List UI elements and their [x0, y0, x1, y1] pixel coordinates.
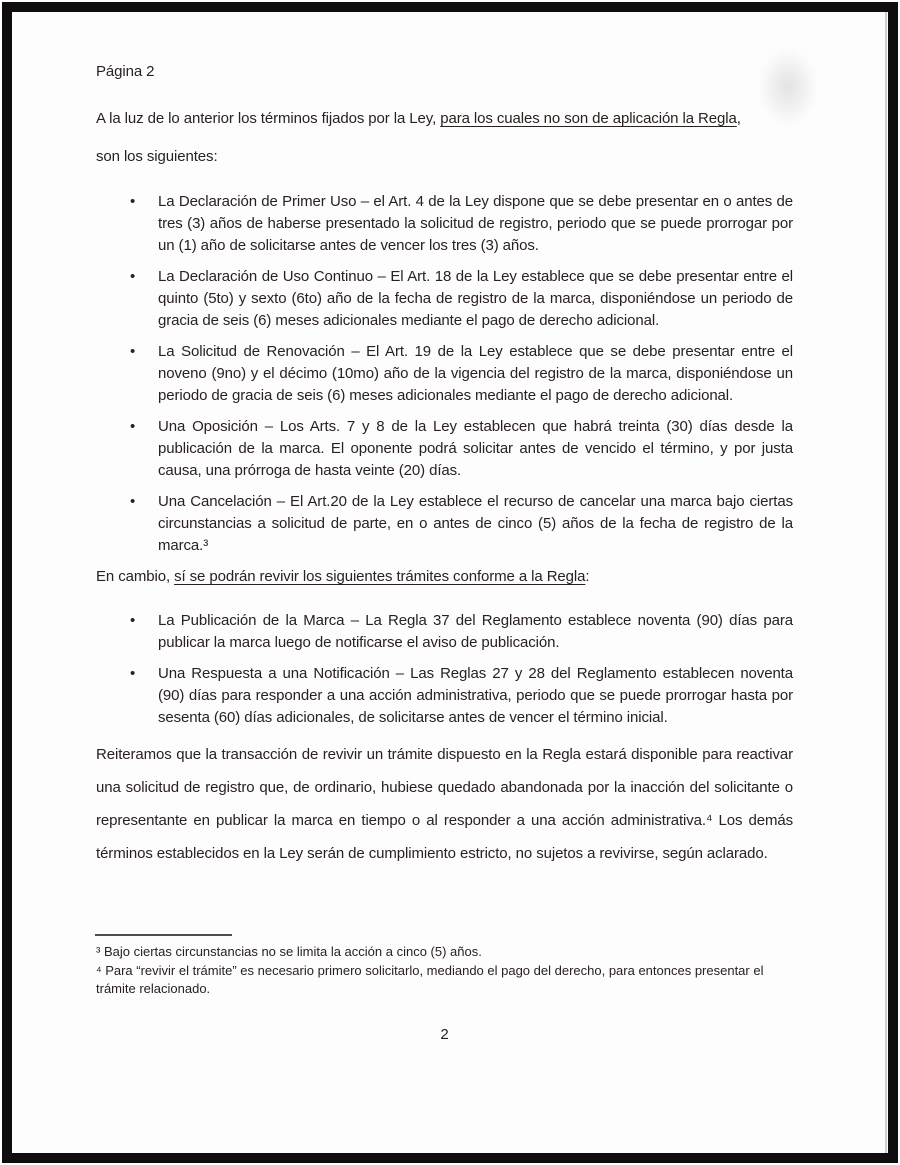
list-item — [96, 266, 793, 332]
intro-text-before: A la luz de lo anterior los términos fijados por la Ley, — [96, 110, 441, 127]
footnote-list — [96, 943, 793, 999]
list-item-text: Una Respuesta a una Notificación – Las Reglas 27 y 28 del Reglamento establecen noventa (90) días para responder a una acción administrativa, periodo que se puede prorrogar hasta por sesenta (60) días adicionales, de solicitarse antes de vencer el término inicial. — [158, 665, 793, 726]
bullet-icon: • — [130, 418, 136, 435]
list-item — [96, 341, 793, 407]
transition-underlined-phrase: sí se podrán revivir los siguientes trámites conforme a la Regla — [174, 568, 586, 585]
list-item-text: La Solicitud de Renovación – El Art. 19 de la Ley establece que se debe presentar entre el noveno (9no) y el décimo (10mo) año de la vigencia del registro de la marca, disponiéndose un periodo de gracia de seis (6) meses adicionales mediante el pago de derecho adicional. — [158, 343, 793, 404]
list-item — [96, 191, 793, 257]
list-item-text: Una Cancelación – El Art.20 de la Ley establece el recurso de cancelar una marca bajo ciertas circunstancias a solicitud de parte, en o antes de cinco (5) años de la fecha de registro de la marca.³ — [158, 493, 793, 554]
list-item-text: Una Oposición – Los Arts. 7 y 8 de la Ley establecen que habrá treinta (30) días desde la publicación de la marca. El oponente podrá solicitar antes de vencido el término, y por justa causa, una prórroga de hasta veinte (20) días. — [158, 418, 793, 479]
intro-text-after: , — [736, 110, 741, 127]
terms-revivable-list — [96, 610, 793, 729]
footnote: ³ Bajo ciertas circunstancias no se limita la acción a cinco (5) años. — [96, 944, 482, 959]
list-item — [96, 610, 793, 654]
transition-paragraph — [96, 566, 793, 588]
document-page — [2, 2, 898, 1163]
footnotes-section — [96, 934, 793, 999]
page-content — [12, 12, 888, 1153]
bullet-icon: • — [130, 493, 136, 510]
list-item-text: La Publicación de la Marca – La Regla 37 del Reglamento establece noventa (90) días para publicar la marca luego de notificarse el aviso de publicación. — [158, 612, 793, 651]
transition-text-after: : — [585, 568, 590, 585]
bullet-icon: • — [130, 612, 136, 629]
intro-paragraph — [96, 100, 793, 176]
bullet-icon: • — [130, 193, 136, 210]
footnote: ⁴ Para “revivir el trámite” es necesario primero solicitarlo, mediando el pago del derecho, para entonces presentar el trámite relacionado. — [96, 962, 764, 996]
closing-paragraph: Reiteramos que la transacción de revivir un trámite dispuesto en la Regla estará disponible para reactivar una solicitud de registro que, de ordinario, hubiese quedado abandonada por la inacción del solicitante o representante en publicar la marca en tiempo o al responder a una acción administrativa.⁴ Los demás términos establecidos en la Ley serán de cumplimiento estricto, no sujetos a revivirse, según aclarado. — [96, 746, 793, 862]
scan-streak-artifact — [885, 12, 887, 1153]
footnote-separator-rule — [95, 934, 232, 936]
bullet-icon: • — [130, 343, 136, 360]
intro-line2: son los siguientes: — [96, 148, 218, 165]
document-header: Página 2 — [96, 63, 155, 80]
bullet-icon: • — [130, 268, 136, 285]
terms-not-revivable-list — [96, 191, 793, 557]
scan-smudge-artifact — [758, 47, 818, 127]
list-item — [96, 416, 793, 482]
bullet-icon: • — [130, 665, 136, 682]
list-item — [96, 491, 793, 557]
list-item-text: La Declaración de Primer Uso – el Art. 4 de la Ley dispone que se debe presentar en o antes de tres (3) años de haberse presentado la solicitud de registro, periodo que se puede prorrogar por un (1) año de solicitarse antes de vencer los tres (3) años. — [158, 193, 793, 254]
list-item-text: La Declaración de Uso Continuo – El Art. 18 de la Ley establece que se debe presentar entre el quinto (5to) y sexto (6to) año de la fecha de registro de la marca, disponiéndose un periodo de gracia de seis (6) meses adicionales mediante el pago de derecho adicional. — [158, 268, 793, 329]
transition-text-before: En cambio, — [96, 568, 175, 585]
list-item — [96, 663, 793, 729]
intro-underlined-phrase: para los cuales no son de aplicación la Regla — [440, 110, 737, 127]
page-number: 2 — [440, 1025, 449, 1043]
